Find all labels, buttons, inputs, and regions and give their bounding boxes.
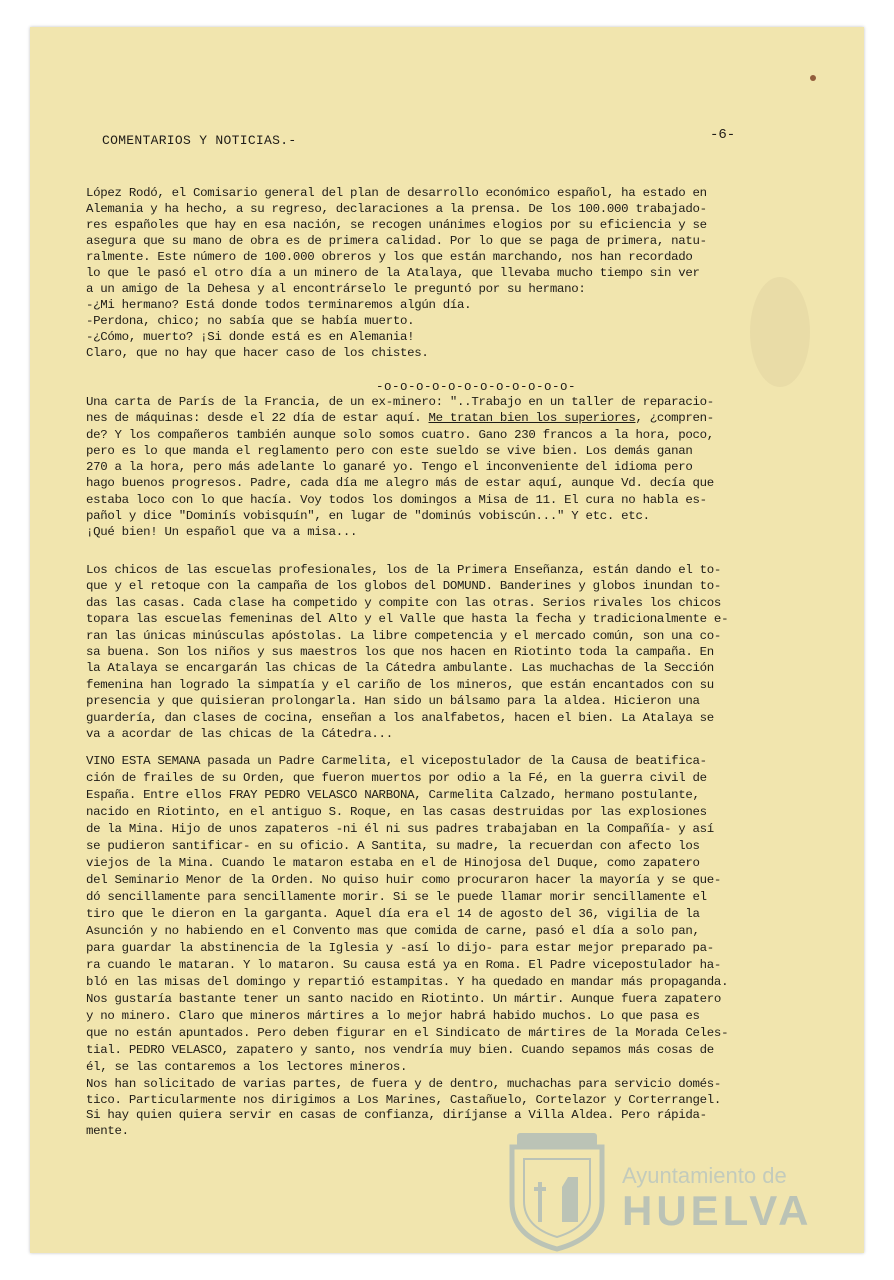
- section-heading: COMENTARIOS Y NOTICIAS.-: [102, 133, 297, 148]
- paragraph-letter-paris: [86, 394, 824, 541]
- page-number: -6-: [710, 127, 736, 143]
- paragraph-carmelita: VINO ESTA SEMANA pasada un Padre Carmelita, el vicepostulador de la Causa de beatifica- ción de frailes de su Orden, que fueron muertos por odio a la Fé, en la guerra civil de España. Entre ellos FRAY PEDRO VELASCO NARBONA, Carmelita Calzado, hermano postulante, nacido en Riotinto, en el antiguo S. Roque, en las casas destruidas por las explosiones de la Mina. Hijo de unos zapateros -ni él ni sus padres trabajaban en la Compañía- y así se pudieron santificar- en su oficio. A Santita, su madre, la recuerdan con afecto los viejos de la Mina. Cuando le mataron estaba en el de Hinojosa del Duque, como zapatero del Seminario Menor de la Orden. No quiso huir como procuraron hacer la mayoría y se que- dó sencillamente para sencillamente morir. Si se le puede llamar morir sencillamente el tiro que le dieron en la garganta. Aquel día era el 14 de agosto del 36, vigilia de la Asunción y no habiendo en el Convento mas que comida de carne, pasó el día a solo pan, para guardar la abstinencia de la Iglesia y -así lo dijo- para estar mejor preparado pa- ra cuando le mataran. Y lo mataron. Su causa está ya en Roma. El Padre vicepostulador ha- bló en las misas del domingo y repartió estampitas. Y ha quedado en mandar más propaganda. Nos gustaría bastante tener un santo nacido en Riotinto. Un mártir. Aunque fuera zapatero y no minero. Claro que mineros mártires a lo mejor habrá habido muchos. Lo que pasa es que no están apuntados. Pero deben figurar en el Sindicato de mártires de la Morada Celes- tial. PEDRO VELASCO, zapatero y santo, nos vendría muy bien. Cuando sepamos más cosas de él, se las contaremos a los lectores mineros.: [86, 754, 729, 1074]
- watermark-line1: Ayuntamiento de: [622, 1163, 787, 1188]
- separator-line: -o-o-o-o-o-o-o-o-o-o-o-o-: [376, 380, 577, 394]
- letter-text-start: Una carta de París de la Francia, de un ex-minero: "..Trabajo en un taller de reparacio- nes de máquinas: desde el 22 día de estar aquí.: [86, 395, 714, 426]
- paper-stain: [750, 277, 810, 387]
- watermark-ayuntamiento: [482, 1119, 832, 1253]
- paragraph-lopez-rodo: López Rodó, el Comisario general del plan de desarrollo económico español, ha estado en Alemania y ha hecho, a su regreso, declaraciones a la prensa. De los 100.000 trabajado- res españoles que hay en esa nación, se recogen unánimes elogios por su eficiencia y se asegura que su mano de obra es de primera calidad. Por lo que se paga de primera, natu- ralmente. Este número de 100.000 obreros y los que están marchando, nos han recordado lo que le pasó el otro día a un minero de la Atalaya, que llevaba mucho tiempo sin ver a un amigo de la Dehesa y al encontrárselo le preguntó por su hermano: -¿Mi hermano? Está donde todos terminaremos algún día. -Perdona, chico; no sabía que se había muerto. -¿Cómo, muerto? ¡Si donde está es en Alemania! Claro, que no hay que hacer caso de los chistes.: [86, 186, 707, 360]
- paragraph-servicio-domestico: Nos han solicitado de varias partes, de fuera y de dentro, muchachas para servicio domés- tico. Particularmente nos dirigimos a Los Marines, Castañuelo, Cortelazor y Corterrangel. Si hay quien quiera servir en casas de confianza, diríjanse a Villa Aldea. Pero rápida- mente.: [86, 1077, 722, 1138]
- letter-text-end: , ¿compren- de? Y los compañeros también aunque solo somos cuatro. Gano 230 francos a la hora, poco, pero es lo que manda el reglamento pero con este sueldo se vive bien. Los demás ganan 270 a la hora, pero más adelante lo ganaré yo. Tengo el inconveniente del idioma pero hago buenos progresos. Padre, cada día me alegro más de estar aquí, aunque Vd. decía que estaba loco con lo que hacía. Voy todos los domingos a Misa de 11. El cura no habla es- pañol y dice "Dominís vobisquín", en lugar de "dominús vobiscún..." Y etc. etc. ¡Qué bien! Un español que va a misa...: [86, 411, 714, 540]
- document-sheet: [30, 27, 864, 1253]
- paragraph-domund: Los chicos de las escuelas profesionales, los de la Primera Enseñanza, están dando el to- que y el retoque con la campaña de los globos del DOMUND. Banderines y globos inundan to- das las casas. Cada clase ha competido y compite con las otras. Serios rivales los chicos topara las escuelas femeninas del Alto y el Valle que hasta la fecha y tradicionalmente e- ran las únicas minúsculas apóstolas. La libre competencia y el mercado común, son una co- sa buena. Son los niños y sus maestros los que nos hacen en Riotinto toda la campaña. En la Atalaya se encargarán las chicas de la Cátedra ambulante. Las muchachas de la Sección femenina han logrado la simpatía y el cariño de los mineros, que están encantados con su presencia y que quisieran prolongarla. Han sido un bálsamo para la aldea. Hicieron una guardería, dan clases de cocina, enseñan a los analfabetos, hacen el bien. La Atalaya se va a acordar de las chicas de la Cátedra...: [86, 563, 729, 742]
- letter-underlined-text: Me tratan bien los superiores: [428, 411, 636, 426]
- coat-of-arms-icon: [502, 1127, 612, 1252]
- watermark-line2: HUELVA: [622, 1187, 813, 1234]
- ink-smudge: [810, 75, 816, 81]
